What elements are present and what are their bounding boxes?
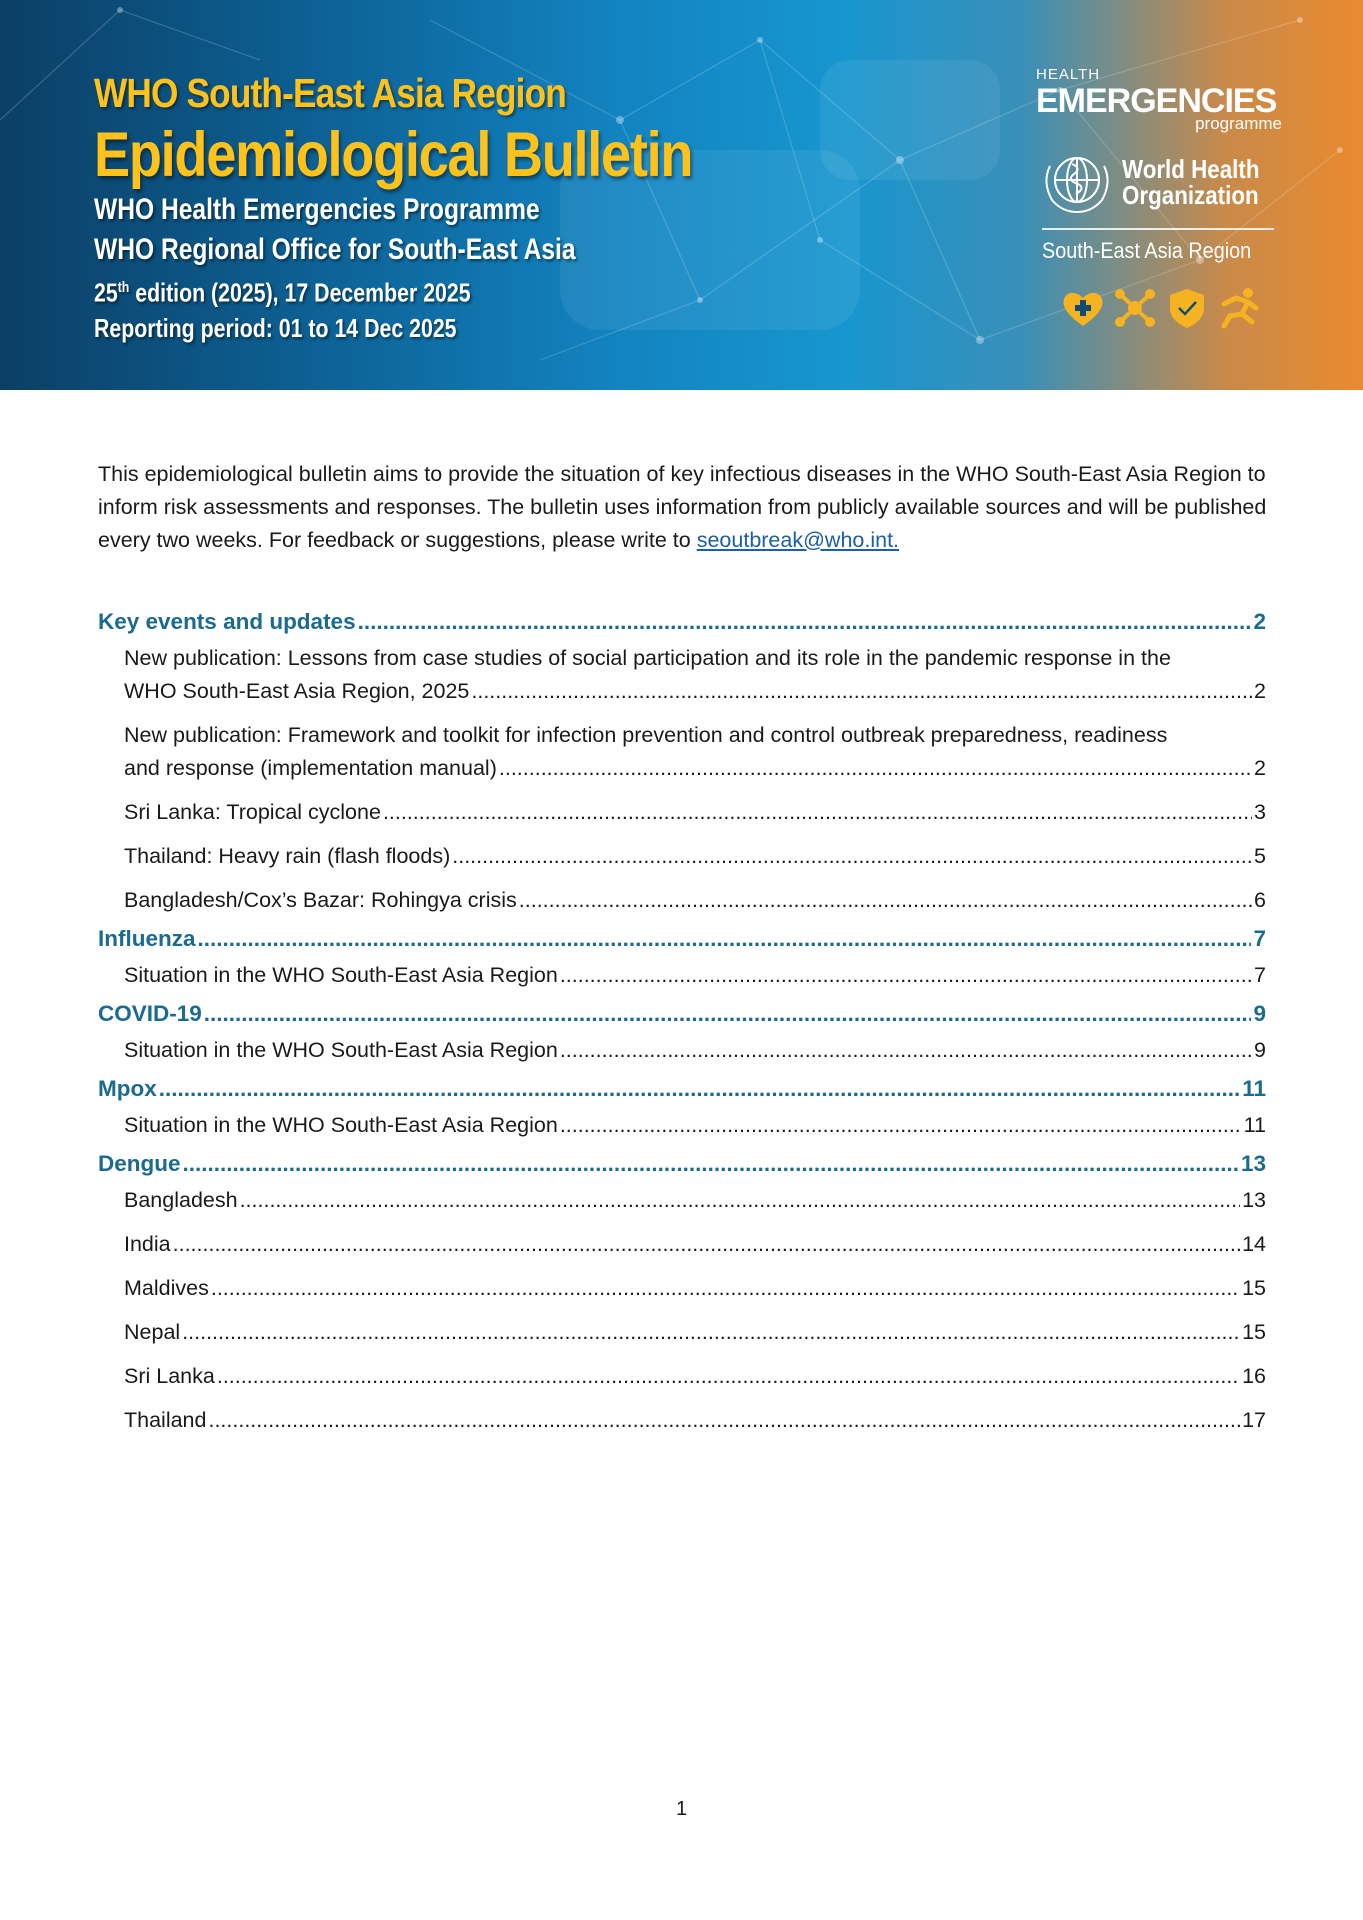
bulletin-title: Epidemiological Bulletin xyxy=(94,120,693,190)
toc-leader xyxy=(173,1228,1240,1261)
toc-leader xyxy=(383,796,1252,829)
toc-label: Thailand xyxy=(124,1408,207,1432)
health-label: HEALTH xyxy=(1036,66,1101,83)
toc-label: Situation in the WHO South-East Asia Region xyxy=(124,1113,558,1137)
toc-page: 15 xyxy=(1242,1320,1266,1344)
edition-suffix: th xyxy=(117,279,130,296)
toc-leader xyxy=(217,1360,1240,1393)
toc-publication-social-participation[interactable] xyxy=(98,642,1266,708)
toc-label: Bangladesh xyxy=(124,1188,238,1212)
toc-leader xyxy=(452,840,1252,873)
toc-label: Influenza xyxy=(98,926,196,951)
toc-label: Nepal xyxy=(124,1320,181,1344)
who-name-line1: World Health xyxy=(1122,154,1260,184)
toc-page: 17 xyxy=(1242,1408,1266,1432)
toc-influenza[interactable] xyxy=(98,924,1266,954)
toc-covid[interactable] xyxy=(98,999,1266,1029)
toc-leader xyxy=(159,1074,1240,1104)
programme-label: programme xyxy=(1195,114,1282,133)
edition-line xyxy=(94,270,664,311)
toc-page: 2 xyxy=(1253,609,1266,634)
toc-label: Dengue xyxy=(98,1151,181,1176)
toc-page: 6 xyxy=(1254,888,1266,912)
toc-page: 11 xyxy=(1242,1076,1266,1101)
reporting-period: Reporting period: 01 to 14 Dec 2025 xyxy=(94,312,457,343)
running-person-icon xyxy=(1216,286,1262,330)
intro-paragraph xyxy=(98,458,1268,557)
toc-label-line2: and response (implementation manual) xyxy=(124,756,497,780)
toc-label-line1: New publication: Framework and toolkit for infection prevention and control outbreak preparedness, readiness xyxy=(124,723,1168,747)
toc-influenza-situation[interactable] xyxy=(98,959,1266,992)
who-logo xyxy=(1036,146,1296,218)
toc-page: 5 xyxy=(1254,844,1266,868)
intro-text: This epidemiological bulletin aims to provide the situation of key infectious diseases in the WHO South-East Asia Region to inform risk assessments and responses. The bulletin uses information from publicly available sources and will be published every two weeks. For feedback or suggestions, please write to xyxy=(98,461,1267,552)
edition-date: edition (2025), 17 December 2025 xyxy=(129,277,471,308)
network-icon xyxy=(1112,286,1158,330)
toc-page: 9 xyxy=(1253,1001,1266,1026)
toc-mpox-situation[interactable] xyxy=(98,1109,1266,1142)
programme-name: WHO Health Emergencies Programme xyxy=(94,193,540,226)
who-name xyxy=(1122,156,1259,208)
who-name-line2: Organization xyxy=(1122,180,1259,210)
toc-thailand-heavy-rain[interactable] xyxy=(98,840,1266,873)
logo-block xyxy=(1036,66,1296,330)
toc-leader xyxy=(204,999,1252,1029)
toc-dengue-maldives[interactable] xyxy=(98,1272,1266,1305)
toc-mpox[interactable] xyxy=(98,1074,1266,1104)
edition-number: 25 xyxy=(94,277,118,308)
toc-leader xyxy=(560,1034,1252,1067)
toc-label: Sri Lanka: Tropical cyclone xyxy=(124,800,381,824)
toc-leader xyxy=(183,1149,1239,1179)
toc-page: 11 xyxy=(1243,1113,1266,1137)
toc-line2 xyxy=(124,675,1266,708)
toc-label: Situation in the WHO South-East Asia Region xyxy=(124,1038,558,1062)
toc-leader xyxy=(240,1184,1241,1217)
feedback-email-link[interactable]: seoutbreak@who.int. xyxy=(696,527,900,552)
toc-publication-ipc-framework[interactable] xyxy=(98,719,1266,785)
toc-dengue-nepal[interactable] xyxy=(98,1316,1266,1349)
toc-label: Mpox xyxy=(98,1076,157,1101)
toc-page: 13 xyxy=(1242,1188,1266,1212)
toc-dengue-thailand[interactable] xyxy=(98,1404,1266,1437)
toc-label: Situation in the WHO South-East Asia Region xyxy=(124,963,558,987)
toc-page: 15 xyxy=(1242,1276,1266,1300)
toc-label-line1: New publication: Lessons from case studies of social participation and its role in the pandemic response in the xyxy=(124,646,1171,670)
toc-leader xyxy=(198,924,1252,954)
toc-label: Maldives xyxy=(124,1276,209,1300)
toc-page: 7 xyxy=(1254,963,1266,987)
shield-check-icon xyxy=(1164,286,1210,330)
toc-srilanka-cyclone[interactable] xyxy=(98,796,1266,829)
toc-page: 2 xyxy=(1254,679,1266,703)
toc-bangladesh-rohingya[interactable] xyxy=(98,884,1266,917)
table-of-contents xyxy=(98,600,1266,1448)
banner-titles xyxy=(94,66,790,346)
toc-dengue-india[interactable] xyxy=(98,1228,1266,1261)
toc-leader xyxy=(519,884,1252,917)
toc-page: 7 xyxy=(1253,926,1266,951)
toc-leader xyxy=(358,607,1252,637)
who-region-label: South-East Asia Region xyxy=(1042,238,1252,263)
toc-label: COVID-19 xyxy=(98,1001,202,1026)
toc-covid-situation[interactable] xyxy=(98,1034,1266,1067)
toc-key-events[interactable] xyxy=(98,607,1266,637)
toc-leader xyxy=(182,1316,1240,1349)
heart-plus-icon xyxy=(1060,286,1106,330)
region-heading: WHO South-East Asia Region xyxy=(94,70,566,116)
toc-label: Sri Lanka xyxy=(124,1364,215,1388)
toc-label-line2: WHO South-East Asia Region, 2025 xyxy=(124,679,470,703)
toc-label: Thailand: Heavy rain (flash floods) xyxy=(124,844,451,868)
toc-dengue[interactable] xyxy=(98,1149,1266,1179)
toc-line2 xyxy=(124,752,1266,785)
regional-office: WHO Regional Office for South-East Asia xyxy=(94,233,576,266)
toc-dengue-srilanka[interactable] xyxy=(98,1360,1266,1393)
logo-divider xyxy=(1042,228,1274,230)
toc-label: Key events and updates xyxy=(98,609,356,634)
who-emblem-icon xyxy=(1036,146,1118,218)
toc-label: Bangladesh/Cox’s Bazar: Rohingya crisis xyxy=(124,888,517,912)
toc-label: India xyxy=(124,1232,171,1256)
toc-leader xyxy=(499,752,1252,785)
toc-leader xyxy=(560,1109,1242,1142)
toc-leader xyxy=(208,1404,1240,1437)
page-number: 1 xyxy=(675,1798,688,1820)
toc-leader xyxy=(211,1272,1240,1305)
toc-page: 16 xyxy=(1242,1364,1266,1388)
toc-page: 3 xyxy=(1254,800,1266,824)
toc-page: 14 xyxy=(1242,1232,1266,1256)
header-banner xyxy=(0,0,1363,390)
toc-dengue-bangladesh[interactable] xyxy=(98,1184,1266,1217)
toc-leader xyxy=(471,675,1252,708)
emergencies-label: EMERGENCIES xyxy=(1036,82,1277,120)
toc-page: 13 xyxy=(1240,1151,1266,1176)
toc-leader xyxy=(560,959,1252,992)
toc-page: 9 xyxy=(1254,1038,1266,1062)
toc-page: 2 xyxy=(1254,756,1266,780)
programme-icons xyxy=(1060,286,1296,330)
